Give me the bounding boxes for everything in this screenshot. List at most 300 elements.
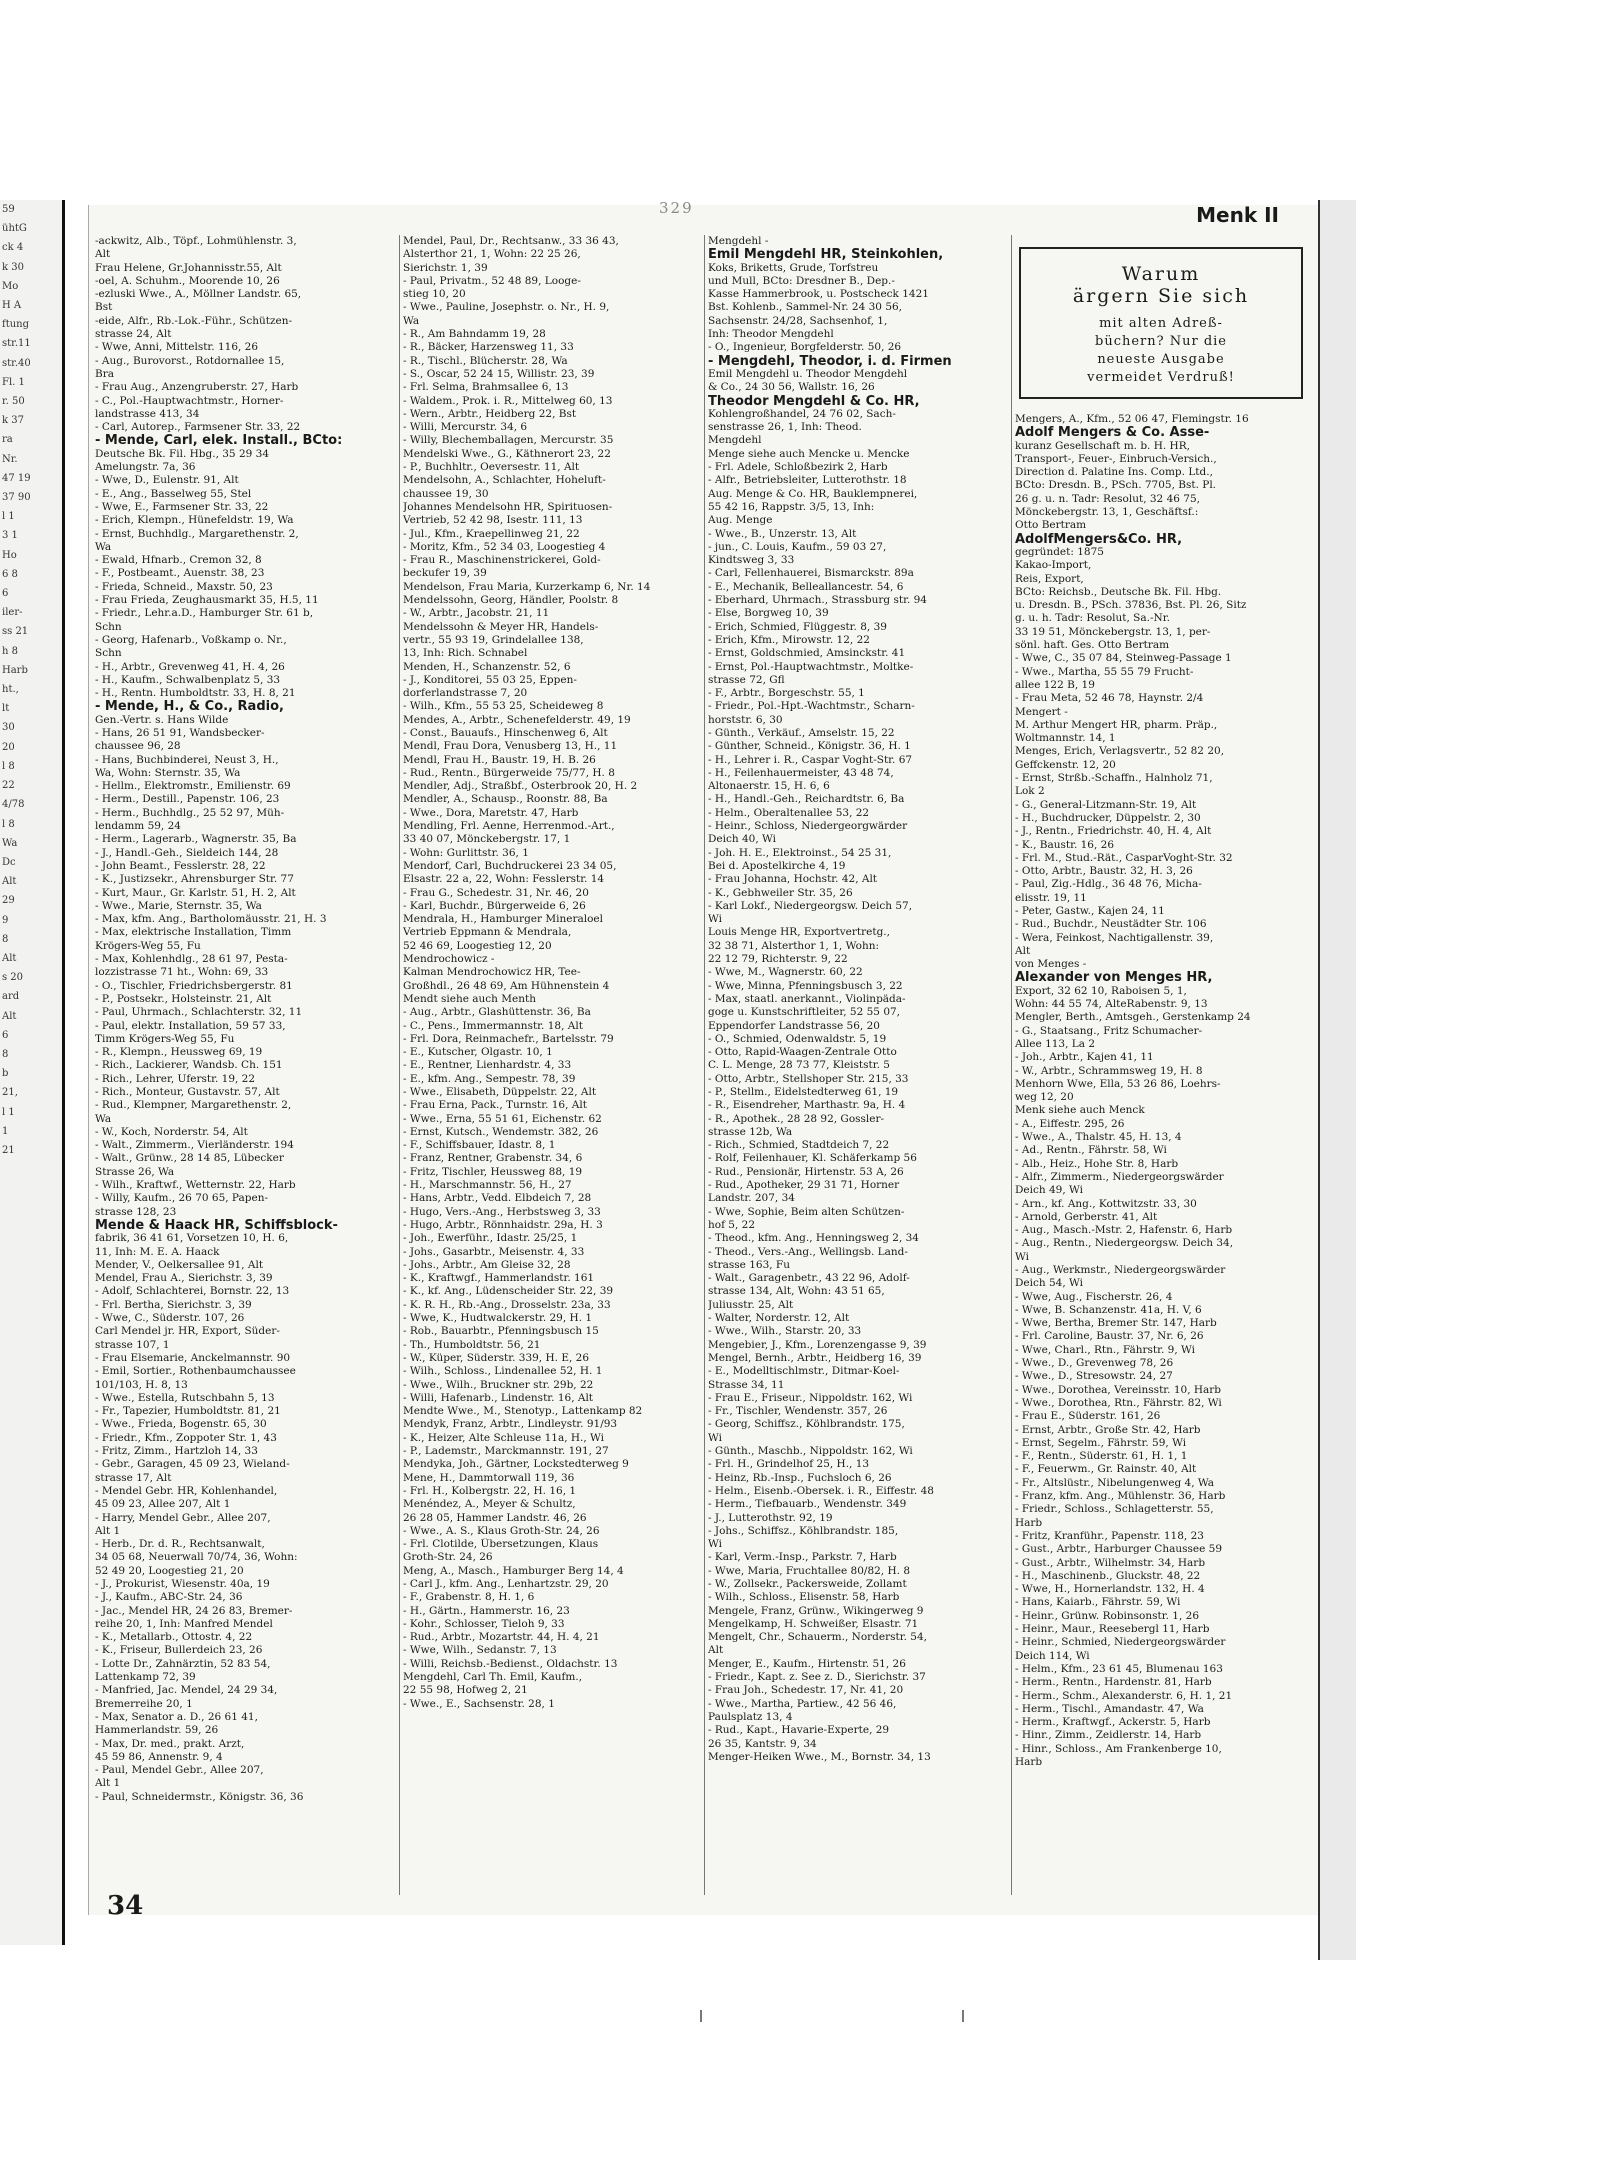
directory-entry: Krögers-Weg 55, Fu	[95, 939, 201, 952]
directory-entry: - Otto, Arbtr., Stellshoper Str. 215, 33	[708, 1072, 909, 1085]
directory-entry: -oel, A. Schuhm., Moorende 10, 26	[95, 274, 280, 287]
directory-entry: - H., Gärtn., Hammerstr. 16, 23	[403, 1604, 570, 1617]
directory-entry: Wi	[1015, 1250, 1029, 1263]
directory-entry: Alt	[708, 1644, 724, 1657]
directory-entry: - F., Grabenstr. 8, H. 1, 6	[403, 1591, 535, 1604]
directory-entry: - Wwe, H., Hornerlandstr. 132, H. 4	[1015, 1583, 1205, 1596]
directory-entry: - E., kfm. Ang., Sempestr. 78, 39	[403, 1072, 576, 1085]
directory-entry: 34 05 68, Neuerwall 70/74, 36, Wohn:	[95, 1551, 298, 1564]
directory-entry: - P., Buchhltr., Oeversestr. 11, Alt	[403, 461, 580, 474]
directory-entry: - Jul., Kfm., Kraepellinweg 21, 22	[403, 527, 580, 540]
directory-entry: - F., Rentn., Süderstr. 61, H. 1, 1	[1015, 1450, 1188, 1463]
directory-entry: - P., Lademstr., Marckmannstr. 191, 27	[403, 1445, 609, 1458]
gutter-fragment: l 8	[2, 818, 15, 830]
directory-entry: - Wwe., Marie, Sternstr. 35, Wa	[95, 899, 262, 912]
directory-entry: Menk siehe auch Menck	[1015, 1104, 1145, 1117]
directory-entry: - Frau Elsemarie, Anckelmannstr. 90	[95, 1351, 291, 1364]
directory-entry: - Erich, Kfm., Mirowstr. 12, 22	[708, 633, 870, 646]
gutter-fragment: l 1	[2, 1106, 15, 1118]
directory-entry: - Rich., Lackierer, Wandsb. Ch. 151	[95, 1059, 283, 1072]
directory-entry: - Adolf, Schlachterei, Bornstr. 22, 13	[95, 1285, 290, 1298]
directory-entry: - Frl. Clotilde, Übersetzungen, Klaus	[403, 1538, 599, 1551]
directory-entry: - R., Apothek., 28 28 92, Gossler-	[708, 1112, 885, 1125]
directory-entry: - Aug., Werkmstr., Niedergeorgswärder	[1015, 1264, 1226, 1276]
directory-entry: - H., Handl.-Geh., Reichardtstr. 6, Ba	[708, 793, 905, 806]
directory-entry: Mengert -	[1015, 705, 1068, 718]
directory-entry: 26 28 05, Hammer Landstr. 46, 26	[403, 1511, 587, 1524]
directory-entry: - Theod., Vers.-Ang., Wellingsb. Land-	[708, 1245, 908, 1258]
directory-entry: - Joh., Ewerführ., Idastr. 25/25, 1	[403, 1232, 578, 1245]
directory-entry: horststr. 6, 30	[708, 713, 783, 726]
directory-entry: - Hugo, Vers.-Ang., Herbstsweg 3, 33	[403, 1205, 601, 1218]
directory-entry: - Joh., Arbtr., Kajen 41, 11	[1015, 1051, 1154, 1064]
directory-entry: - C., Pens., Immermannstr. 18, Alt	[403, 1019, 583, 1032]
directory-entry: Menden, H., Schanzenstr. 52, 6	[403, 660, 571, 673]
directory-entry: - Frau E., Friseur., Nippoldstr. 162, Wi	[708, 1391, 913, 1404]
directory-entry: strasse 107, 1	[95, 1338, 170, 1351]
directory-entry: - Friedr., Schloss., Schlagetterstr. 55,	[1015, 1503, 1214, 1516]
directory-entry: - Paul, Uhrmach., Schlachterstr. 32, 11	[95, 1006, 303, 1019]
directory-entry: - Walt., Grünw., 28 14 85, Lübecker	[95, 1152, 284, 1165]
gutter-fragment: r. 50	[2, 396, 25, 408]
directory-entry: - H., Feilenhauermeister, 43 48 74,	[708, 766, 894, 779]
directory-entry: - W., Arbtr., Schrammsweg 19, H. 8	[1015, 1064, 1203, 1077]
directory-entry: Transport-, Feuer-, Einbruch-Versich.,	[1015, 452, 1217, 465]
directory-entry: landstrasse 413, 34	[95, 407, 200, 420]
directory-entry-highlight: Theodor Mengdehl & Co. HR,	[708, 394, 920, 408]
directory-entry: - O., Schmied, Odenwaldstr. 5, 19	[708, 1032, 887, 1045]
directory-entry: - Paul, Mendel Gebr., Allee 207,	[95, 1764, 264, 1777]
directory-entry: Kasse Hammerbrook, u. Postscheck 1421	[708, 288, 929, 301]
directory-entry: Allee 113, La 2	[1015, 1037, 1096, 1050]
directory-entry: - Wilh., Schloss., Lindenallee 52, H. 1	[403, 1365, 603, 1378]
directory-entry: - K., Gebhweiler Str. 35, 26	[708, 886, 853, 899]
directory-entry: - Herm., Buchhdlg., 25 52 97, Müh-	[95, 806, 285, 819]
directory-entry: - Wwe, C., 35 07 84, Steinweg-Passage 1	[1015, 652, 1232, 665]
gutter-fragment: Alt	[2, 952, 17, 964]
directory-entry: - K., Kraftwgf., Hammerlandstr. 161	[403, 1272, 595, 1285]
directory-entry: Mengelt, Chr., Schauerm., Norderstr. 54,	[708, 1631, 927, 1644]
directory-entry: - Herm., Destill., Papenstr. 106, 23	[95, 793, 280, 806]
ad-text-line: vermeidet Verdruß!	[1087, 370, 1235, 385]
directory-entry: - Wwe., Dorothea, Rtn., Fährstr. 82, Wi	[1015, 1396, 1222, 1409]
directory-entry: - Wera, Feinkost, Nachtigallenstr. 39,	[1015, 931, 1214, 944]
directory-entry: Mengelkamp, H. Schweißer, Elsastr. 71	[708, 1617, 919, 1630]
directory-entry: - Manfried, Jac. Mendel, 24 29 34,	[95, 1684, 278, 1697]
directory-entry: - Herm., Kraftwgf., Ackerstr. 5, Harb	[1015, 1716, 1211, 1729]
directory-entry: - Fr., Tischler, Wendenstr. 357, 26	[708, 1405, 888, 1418]
directory-entry: Mendelson, Frau Maria, Kurzerkamp 6, Nr. 14	[403, 580, 651, 593]
directory-entry: Wohn: 44 55 74, AlteRabenstr. 9, 13	[1015, 998, 1208, 1011]
directory-entry: Direction d. Palatine Ins. Comp. Ltd.,	[1015, 466, 1213, 479]
directory-entry: - Alfr., Zimmerm., Niedergeorgswärder	[1015, 1170, 1224, 1183]
directory-entry: - R., Am Bahndamm 19, 28	[403, 328, 546, 341]
directory-entry: Deich 49, Wi	[1015, 1184, 1083, 1197]
gutter-fragment: Alt	[2, 1010, 17, 1022]
directory-entry: Großhdl., 26 48 69, Am Hühnenstein 4	[403, 979, 610, 992]
directory-entry: beckufer 19, 39	[403, 567, 487, 580]
directory-entry: chaussee 19, 30	[403, 487, 489, 500]
directory-entry: - Wwe, D., Eulenstr. 91, Alt	[95, 474, 239, 487]
directory-entry-highlight: - Mengdehl, Theodor, i. d. Firmen	[708, 354, 952, 368]
directory-entry: - Harry, Mendel Gebr., Allee 207,	[95, 1511, 271, 1524]
column-4	[1015, 235, 1313, 1905]
directory-entry: - Fr., Tapezier, Humboldtstr. 81, 21	[95, 1405, 281, 1418]
directory-entry: - G., General-Litzmann-Str. 19, Alt	[1015, 798, 1197, 811]
directory-entry: kuranz Gesellschaft m. b. H. HR,	[1015, 439, 1190, 452]
directory-entry: - Willi, Hafenarb., Lindenstr. 16, Alt	[403, 1391, 594, 1404]
gutter-fragment: 8	[2, 1048, 9, 1060]
directory-entry: - Fritz, Tischler, Heussweg 88, 19	[403, 1165, 583, 1178]
directory-entry: - K. R. H., Rb.-Ang., Drosselstr. 23a, 33	[403, 1298, 611, 1311]
gutter-fragment: H A	[2, 300, 22, 312]
directory-entry: Mendel, Frau A., Sierichstr. 3, 39	[95, 1272, 273, 1285]
directory-entry: - Herm., Tiefbauarb., Wendenstr. 349	[708, 1498, 907, 1511]
gutter-fragment: iler-	[2, 607, 23, 619]
directory-entry: - Theod., kfm. Ang., Henningsweg 2, 34	[708, 1232, 919, 1245]
directory-entry: goge u. Kunstschriftleiter, 52 55 07,	[708, 1006, 901, 1019]
gutter-fragment: b	[2, 1068, 9, 1080]
gutter-fragment: str.11	[2, 338, 31, 350]
directory-entry: - Moritz, Kfm., 52 34 03, Loogestieg 4	[403, 540, 606, 553]
directory-entry: Frau Helene, Gr.Johannisstr.55, Alt	[95, 261, 282, 274]
directory-entry: - Wwe, Anni, Mittelstr. 116, 26	[95, 341, 259, 354]
directory-entry: - Frl. Caroline, Baustr. 37, Nr. 6, 26	[1015, 1330, 1204, 1343]
gutter-fragment: ftung	[2, 319, 30, 331]
directory-entry: - Wwe., Wilh., Bruckner str. 29b, 22	[403, 1378, 594, 1391]
directory-entry: - Frau Frieda, Zeughausmarkt 35, H.5, 11	[95, 594, 319, 607]
page-number: 329	[659, 199, 694, 217]
directory-entry: Lok 2	[1015, 785, 1045, 798]
directory-entry: senstrasse 26, 1, Inh: Theod.	[708, 421, 862, 434]
directory-entry: - Heinr., Schloss, Niedergeorgwärder	[708, 820, 908, 833]
directory-entry: - H., Buchdrucker, Düppelstr. 2, 30	[1015, 811, 1201, 824]
directory-entry: - Georg, Hafenarb., Voßkamp o. Nr.,	[95, 633, 287, 646]
directory-entry: reihe 20, 1, Inh: Manfred Mendel	[95, 1617, 273, 1630]
gutter-fragment: 29	[2, 895, 15, 907]
directory-entry: - Kohr., Schlosser, Tieloh 9, 33	[403, 1617, 565, 1630]
directory-entry: - Willi, Mercurstr. 34, 6	[403, 421, 528, 434]
gutter-fragment: Alt	[2, 876, 17, 888]
directory-entry: - A., Eiffestr. 295, 26	[1015, 1117, 1125, 1130]
directory-entry: BCto: Dresdn. B., PSch. 7705, Bst. Pl.	[1015, 479, 1217, 492]
directory-entry: Schn	[95, 647, 122, 660]
directory-entry: - John Beamt., Fesslerstr. 28, 22	[95, 859, 266, 872]
directory-entry: - Wwe., Erna, 55 51 61, Eichenstr. 62	[403, 1112, 602, 1125]
directory-entry: - Frau Aug., Anzengruberstr. 27, Harb	[95, 381, 299, 394]
directory-entry: - Ernst, Pol.-Hauptwachtmstr., Moltke-	[708, 660, 914, 673]
directory-entry: Deich 54, Wi	[1015, 1277, 1083, 1290]
directory-entry: - Wwe., Estella, Rutschbahn 5, 13	[95, 1391, 275, 1404]
directory-entry: - Wwe, Minna, Pfenningsbusch 3, 22	[708, 979, 903, 992]
directory-entry: 11, Inh: M. E. A. Haack	[95, 1245, 220, 1258]
directory-entry: - Rud., Klempner, Margarethenstr. 2,	[95, 1099, 292, 1112]
directory-entry: - Wwe, C., Süderstr. 107, 26	[95, 1312, 245, 1325]
directory-entry: Landstr. 207, 34	[708, 1192, 795, 1205]
directory-entry: Mengler, Berth., Amtsgeh., Gerstenkamp 24	[1015, 1011, 1251, 1024]
directory-entry: Schn	[95, 620, 122, 633]
directory-entry: Hammerlandstr. 59, 26	[95, 1724, 219, 1737]
directory-entry: - Wwe., Pauline, Josephstr. o. Nr., H. 9,	[403, 301, 610, 314]
gutter-fragment: ss 21	[2, 626, 29, 638]
directory-entry: Altonaerstr. 15, H. 6, 6	[708, 780, 830, 793]
directory-entry: - Heinr., Maur., Reesebergl 11, Harb	[1015, 1623, 1210, 1636]
directory-entry: - K., kf. Ang., Lüdenscheider Str. 22, 39	[403, 1285, 614, 1298]
ad-text-line: neueste Ausgabe	[1097, 352, 1225, 367]
gutter-fragment: 9	[2, 914, 9, 926]
directory-entry: - Rud., Apotheker, 29 31 71, Horner	[708, 1179, 900, 1192]
directory-entry: - E., Rentner, Lienhardstr. 4, 33	[403, 1059, 572, 1072]
directory-entry: Geffckenstr. 12, 20	[1015, 758, 1116, 771]
directory-entry: Bremerreihe 20, 1	[95, 1697, 193, 1710]
directory-entry: - Erich, Klempn., Hünefeldstr. 19, Wa	[95, 514, 294, 527]
directory-entry: - Rich., Lehrer, Uferstr. 19, 22	[95, 1072, 256, 1085]
directory-page	[88, 199, 1320, 1921]
gutter-fragment: 6	[2, 1029, 9, 1041]
previous-page-edge	[0, 200, 65, 1945]
directory-entry: Eppendorfer Landstrasse 56, 20	[708, 1019, 880, 1032]
directory-entry: - Walt., Garagenbetr., 43 22 96, Adolf-	[708, 1272, 910, 1285]
gutter-fragment: 3 1	[2, 530, 18, 542]
directory-entry: - Walter, Norderstr. 12, Alt	[708, 1312, 850, 1325]
directory-entry: - Frau Meta, 52 46 78, Haynstr. 2/4	[1015, 692, 1204, 705]
directory-entry: Mendl, Frau Dora, Venusberg 13, H., 11	[403, 740, 618, 753]
directory-entry: Paulsplatz 13, 4	[708, 1710, 793, 1723]
gutter-fragment: lt	[2, 703, 10, 715]
directory-entry: - Frl. H., Kolbergstr. 22, H. 16, 1	[403, 1484, 577, 1497]
directory-entry: - Wwe, Aug., Fischerstr. 26, 4	[1015, 1290, 1173, 1303]
directory-entry: - Ad., Rentn., Fährstr. 58, Wi	[1015, 1144, 1167, 1157]
gutter-fragment: 6 8	[2, 568, 18, 580]
directory-entry: 45 09 23, Allee 207, Alt 1	[95, 1498, 231, 1511]
directory-entry: - Max, elektrische Installation, Timm	[95, 926, 292, 939]
directory-entry: - Wwe, K., Hudtwalckerstr. 29, H. 1	[403, 1312, 593, 1325]
directory-entry: - Otto, Rapid-Waagen-Zentrale Otto	[708, 1046, 897, 1059]
directory-entry: Menges, Erich, Verlagsvertr., 52 82 20,	[1015, 745, 1225, 758]
directory-entry: Timm Krögers-Weg 55, Fu	[95, 1032, 235, 1045]
directory-entry: - Max, Kohlenhdlg., 28 61 97, Pesta-	[95, 953, 288, 966]
directory-entry: - Hinr., Schloss., Am Frankenberge 10,	[1015, 1742, 1222, 1755]
directory-entry: - Eberhard, Uhrmach., Strassburg str. 94	[708, 594, 927, 607]
directory-entry: - Wwe., E., Sachsenstr. 28, 1	[403, 1697, 555, 1710]
gutter-fragment: Mo	[2, 280, 19, 292]
directory-entry: Aug. Menge & Co. HR, Bauklempnerei,	[708, 487, 918, 500]
directory-entry: - Frieda, Schneid., Maxstr. 50, 23	[95, 580, 273, 593]
directory-entry: - Ernst, Strßb.-Schaffn., Halnholz 71,	[1015, 772, 1213, 785]
directory-entry: - O., Ingenieur, Borgfelderstr. 50, 26	[708, 341, 902, 354]
directory-entry: - Hans, Arbtr., Vedd. Elbdeich 7, 28	[403, 1192, 592, 1205]
directory-entry: - W., Zollsekr., Packersweide, Zollamt	[708, 1577, 907, 1590]
directory-entry: Harb	[1015, 1755, 1043, 1768]
directory-entry: strasse 12b, Wa	[708, 1125, 793, 1138]
directory-entry: - R., Bäcker, Harzensweg 11, 33	[403, 341, 574, 354]
directory-entry: & Co., 24 30 56, Wallstr. 16, 26	[708, 381, 875, 394]
directory-entry: - Ernst, Kutsch., Wendemstr. 382, 26	[403, 1125, 599, 1138]
directory-entry: - P., Stellm., Eidelstedterweg 61, 19	[708, 1086, 899, 1098]
directory-entry: - F., Postbeamt., Auenstr. 38, 23	[95, 567, 265, 580]
directory-entry: - Hugo, Arbtr., Rönnhaidstr. 29a, H. 3	[403, 1218, 603, 1231]
gutter-fragment: 59	[2, 204, 15, 215]
directory-entry-highlight: - Mende, H., & Co., Radio,	[95, 700, 284, 714]
directory-entry: - Johs., Schiffsz., Köhlbrandstr. 185,	[708, 1524, 899, 1537]
directory-entry: - K., Metallarb., Ottostr. 4, 22	[95, 1631, 253, 1644]
directory-entry: Mendelski Wwe., G., Käthnerort 23, 22	[403, 447, 611, 460]
directory-entry: - Frl. M., Stud.-Rät., CasparVoght-Str. 32	[1015, 851, 1233, 864]
directory-entry: - Wwe, Sophie, Beim alten Schützen-	[708, 1205, 905, 1218]
directory-entry: - E., Modelltischlmstr., Ditmar-Koel-	[708, 1365, 900, 1378]
directory-entry: - Karl Lokf., Niedergeorgsw. Deich 57,	[708, 899, 913, 912]
directory-entry: - Alb., Heiz., Hohe Str. 8, Harb	[1015, 1157, 1179, 1170]
directory-entry: - H., Lehrer i. R., Caspar Voght-Str. 67	[708, 753, 913, 766]
directory-entry: - Rob., Bauarbtr., Pfenningsbusch 15	[403, 1325, 599, 1338]
directory-entry: Deutsche Bk. Fil. Hbg., 35 29 34	[95, 447, 269, 460]
directory-entry: Wa	[95, 1112, 112, 1125]
directory-entry: - Jac., Mendel HR, 24 26 83, Bremer-	[95, 1604, 293, 1617]
directory-entry: Reis, Export,	[1015, 572, 1084, 585]
column-2	[403, 235, 701, 1905]
directory-entry: 52 49 20, Loogestieg 21, 20	[95, 1564, 244, 1577]
directory-entry: Mendl, Frau H., Baustr. 19, H. B. 26	[403, 753, 596, 766]
directory-entry: - Wwe., Dora, Maretstr. 47, Harb	[403, 806, 579, 819]
directory-entry: - Th., Humboldtstr. 56, 21	[403, 1338, 541, 1351]
directory-entry: dorferlandstrasse 7, 20	[403, 687, 528, 700]
directory-entry: strasse 24, Alt	[95, 328, 172, 341]
directory-entry: - Ernst, Arbtr., Große Str. 42, Harb	[1015, 1423, 1201, 1436]
directory-entry: - Franz, Rentner, Grabenstr. 34, 6	[403, 1152, 583, 1165]
directory-entry: - Paul, Privatm., 52 48 89, Looge-	[403, 274, 581, 287]
directory-entry: - Erich, Schmied, Flüggestr. 8, 39	[708, 620, 887, 633]
directory-entry: chaussee 96, 28	[95, 740, 181, 753]
directory-entry: - Wohn: Gurlittstr. 36, 1	[403, 846, 529, 859]
directory-entry: - Wwe, E., Farmsener Str. 33, 22	[95, 500, 269, 513]
directory-entry: - G., Staatsang., Fritz Schumacher-	[1015, 1024, 1203, 1037]
directory-entry: - Wwe, B. Schanzenstr. 41a, H. V, 6	[1015, 1303, 1202, 1316]
gutter-fragment: k 30	[2, 261, 24, 273]
directory-entry: - Frau Johanna, Hochstr. 42, Alt	[708, 873, 878, 886]
directory-entry: - W., Küper, Süderstr. 339, H. E, 26	[403, 1351, 590, 1364]
directory-entry: 26 35, Kantstr. 9, 34	[708, 1737, 817, 1750]
directory-entry: Kindtsweg 3, 33	[708, 554, 795, 567]
directory-entry: - Willy, Kaufm., 26 70 65, Papen-	[95, 1192, 269, 1205]
directory-entry: - Wwe, Bertha, Bremer Str. 147, Harb	[1015, 1317, 1217, 1330]
directory-entry: vertr., 55 93 19, Grindelallee 138,	[403, 633, 584, 646]
directory-entry: - Aug., Rentn., Niedergeorgsw. Deich 34,	[1015, 1237, 1234, 1250]
directory-entry: - O., Tischler, Friedrichsbergerstr. 81	[95, 979, 293, 992]
directory-entry: Deich 40, Wi	[708, 833, 776, 846]
directory-entry: - Ernst, Goldschmied, Amsinckstr. 41	[708, 647, 906, 660]
directory-entry: - J., Handl.-Geh., Sieldeich 144, 28	[95, 846, 279, 859]
directory-entry: - Friedr., Lehr.a.D., Hamburger Str. 61 b,	[95, 607, 314, 620]
directory-entry: 55 42 16, Rappstr. 3/5, 13, Inh:	[708, 500, 875, 513]
gutter-fragment: str.40	[2, 357, 31, 369]
directory-entry: - Friedr., Pol.-Hpt.-Wachtmstr., Scharn-	[708, 700, 915, 713]
directory-entry: - Helm., Eisenb.-Obersek. i. R., Eiffestr. 48	[708, 1484, 934, 1497]
directory-entry-highlight: - Mende, Carl, elek. Install., BCto:	[95, 434, 343, 448]
directory-entry: Mendling, Frl. Aenne, Herrenmod.-Art.,	[403, 820, 615, 833]
gutter-fragment: k 37	[2, 415, 24, 427]
directory-entry: - Wwe., A. S., Klaus Groth-Str. 24, 26	[403, 1524, 600, 1537]
column-3	[708, 235, 1008, 1905]
directory-entry: 22 55 98, Hofweg 2, 21	[403, 1684, 528, 1697]
directory-entry: - F., Schiffsbauer, Idastr. 8, 1	[403, 1139, 556, 1152]
directory-entry-highlight: Mende & Haack HR, Schiffsblock-	[95, 1218, 338, 1233]
directory-entry: -ackwitz, Alb., Töpf., Lohmühlenstr. 3,	[95, 235, 297, 247]
directory-entry: - Helm., Kfm., 23 61 45, Blumenau 163	[1015, 1662, 1223, 1675]
directory-entry: u. Dresdn. B., PSch. 37836, Bst. Pl. 26, Sitz	[1015, 599, 1247, 612]
directory-entry: lozzistrasse 71 ht., Wohn: 69, 33	[95, 966, 269, 979]
directory-entry: Louis Menge HR, Exportvertretg.,	[708, 926, 890, 939]
directory-entry: - Wern., Arbtr., Heidberg 22, Bst	[403, 407, 577, 420]
directory-entry: elisstr. 19, 11	[1015, 891, 1087, 904]
directory-entry: - Max, Senator a. D., 26 61 41,	[95, 1710, 258, 1723]
directory-entry: Wi	[708, 1538, 722, 1551]
directory-entry: Wa, Wohn: Sternstr. 35, Wa	[95, 766, 241, 779]
directory-entry: - Peter, Gastw., Kajen 24, 11	[1015, 904, 1165, 917]
directory-entry: - Kurt, Maur., Gr. Karlstr. 51, H. 2, Alt	[95, 886, 296, 899]
gutter-fragment: 4/78	[2, 799, 25, 811]
directory-entry: - J., Prokurist, Wiesenstr. 40a, 19	[95, 1577, 270, 1590]
directory-entry: - Herm., Rentn., Hardenstr. 81, Harb	[1015, 1676, 1212, 1689]
directory-entry: Menhorn Wwe, Ella, 53 26 86, Loehrs-	[1015, 1077, 1221, 1090]
directory-entry: - Frau R., Maschinenstrickerei, Gold-	[403, 554, 601, 567]
directory-entry: Mendyk, Franz, Arbtr., Lindleystr. 91/93	[403, 1418, 618, 1431]
directory-entry: Mendrala, H., Hamburger Mineraloel	[403, 913, 603, 926]
directory-entry: - K., Baustr. 16, 26	[1015, 838, 1115, 851]
ad-headline-1: Warum	[1121, 263, 1201, 285]
gutter-fragment: Wa	[2, 837, 18, 849]
directory-entry: - Arn., kf. Ang., Kottwitzstr. 33, 30	[1015, 1197, 1197, 1210]
directory-entry: - Heinz, Rb.-Insp., Fuchsloch 6, 26	[708, 1471, 892, 1484]
directory-entry: - R., Eisendreher, Marthastr. 9a, H. 4	[708, 1099, 906, 1112]
directory-entry: -ezluski Wwe., A., Möllner Landstr. 65,	[95, 288, 302, 301]
directory-entry: Mengdehl	[708, 434, 762, 447]
gutter-fragment: 21,	[2, 1087, 18, 1099]
directory-entry: - Joh. H. E., Elektroinst., 54 25 31,	[708, 846, 892, 859]
directory-entry: allee 122 B, 19	[1015, 678, 1095, 691]
directory-entry: Mendelssohn, Georg, Händler, Poolstr. 8	[403, 594, 619, 607]
directory-entry: Kohlengroßhandel, 24 76 02, Sach-	[708, 407, 896, 420]
directory-entry: - Gebr., Garagen, 45 09 23, Wieland-	[95, 1458, 290, 1471]
directory-entry: 45 59 86, Annenstr. 9, 4	[95, 1750, 223, 1763]
footer-number: 34	[107, 1891, 144, 1921]
directory-entry: - Heinr., Grünw. Robinsonstr. 1, 26	[1015, 1609, 1200, 1622]
directory-entry: - S., Oscar, 52 24 15, Willistr. 23, 39	[403, 367, 595, 380]
directory-entry: - Wwe., Wilh., Starstr. 20, 33	[708, 1325, 862, 1338]
directory-entry: - Frau Erna, Pack., Turnstr. 16, Alt	[403, 1099, 587, 1112]
directory-entry: Wi	[708, 913, 722, 926]
directory-entry: 13, Inh: Rich. Schnabel	[403, 647, 528, 660]
gutter-fragment: 22	[2, 780, 15, 792]
directory-entry: - Johs., Gasarbtr., Meisenstr. 4, 33	[403, 1245, 585, 1258]
directory-entry: - Aug., Arbtr., Glashüttenstr. 36, Ba	[403, 1006, 591, 1019]
directory-entry: Bst	[95, 301, 113, 314]
directory-entry: Sachsenstr. 24/28, Sachsenhof, 1,	[708, 314, 888, 327]
directory-entry: Lattenkamp 72, 39	[95, 1671, 196, 1684]
directory-entry: 52 46 69, Loogestieg 12, 20	[403, 939, 552, 952]
directory-entry: - Ewald, Hfnarb., Cremon 32, 8	[95, 554, 262, 567]
gutter-fragment: Dc	[2, 856, 16, 868]
directory-entry: - Willy, Blechemballagen, Mercurstr. 35	[403, 434, 614, 447]
directory-entry: lendamm 59, 24	[95, 820, 181, 833]
gutter-fragment: ühtG	[2, 223, 27, 235]
directory-entry: - Wwe., Dorothea, Vereinsstr. 10, Harb	[1015, 1383, 1222, 1396]
directory-entry: Mendyka, Joh., Gärtner, Lockstedterweg 9	[403, 1458, 629, 1471]
directory-entry: - P., Postsekr., Holsteinstr. 21, Alt	[95, 992, 272, 1005]
directory-entry: - Wwe, M., Wagnerstr. 60, 22	[708, 966, 863, 979]
directory-entry: - Helm., Oberaltenallee 53, 22	[708, 806, 870, 819]
directory-entry: - Günther, Schneid., Königstr. 36, H. 1	[708, 740, 911, 753]
directory-entry: Mendrochowicz -	[403, 953, 495, 966]
